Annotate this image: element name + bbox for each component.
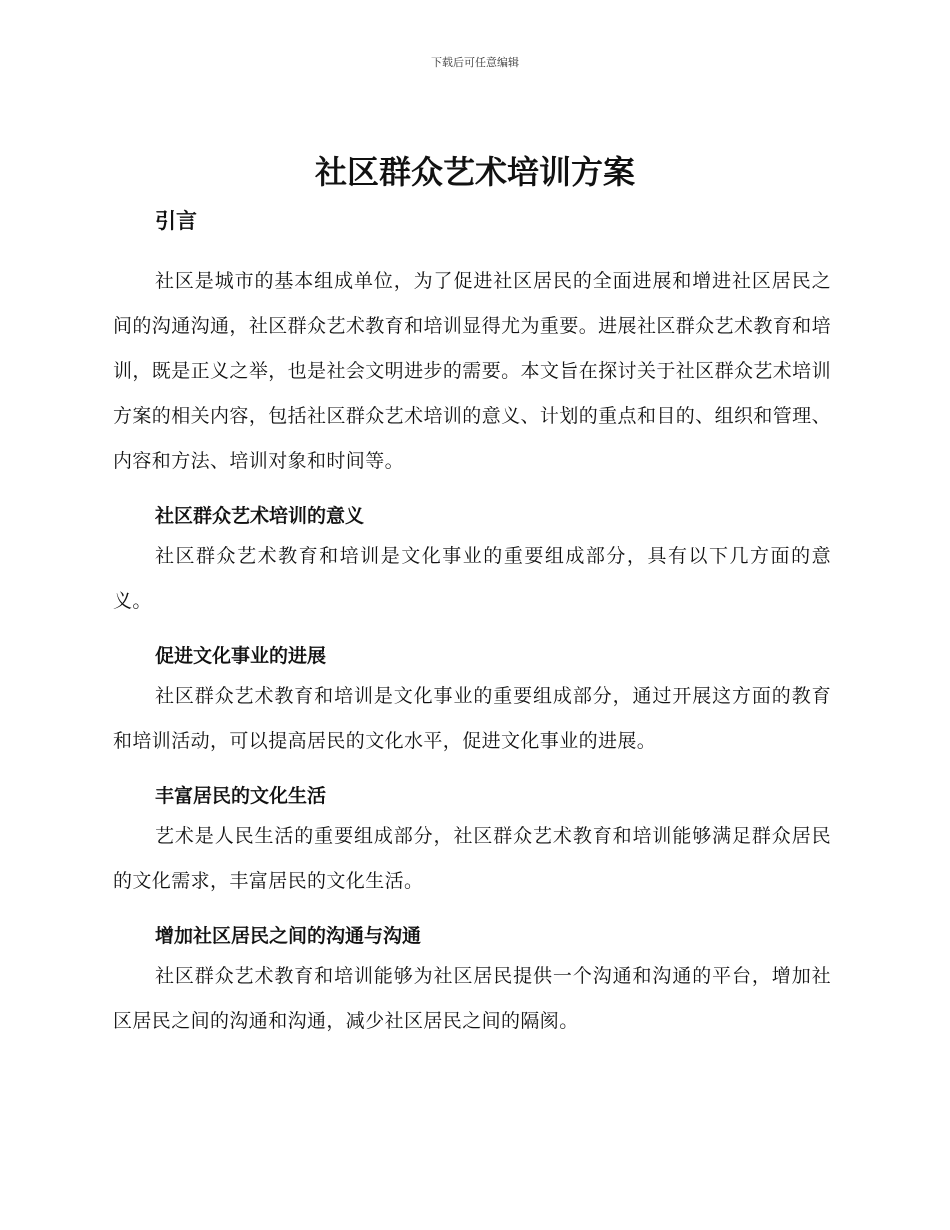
section-heading-significance: 社区群众艺术培训的意义 <box>155 505 365 527</box>
document-body <box>113 203 831 1058</box>
section-heading-communication: 增加社区居民之间的沟通与沟通 <box>155 925 422 947</box>
section-cultural-life <box>113 778 831 904</box>
intro-paragraph: 社区是城市的基本组成单位，为了促进社区居民的全面进展和增进社区居民之间的沟通沟通，社区群众艺术教育和培训显得尤为重要。进展社区群众艺术教育和培训，既是正义之举，也是社会文明进步的需要。本文旨在探讨关于社区群众艺术培训方案的相关内容，包括社区群众艺术培训的意义、计划的重点和目的、组织和管理、内容和方法、培训对象和时间等。 <box>113 270 831 472</box>
section-culture-development <box>113 638 831 764</box>
section-paragraph-communication: 社区群众艺术教育和培训能够为社区居民提供一个沟通和沟通的平台，增加社区居民之间的沟通和沟通，减少社区居民之间的隔阂。 <box>113 965 831 1032</box>
document-title: 社区群众艺术培训方案 <box>314 153 635 191</box>
section-heading-culture-development: 促进文化事业的进展 <box>155 645 327 667</box>
section-paragraph-cultural-life: 艺术是人民生活的重要组成部分，社区群众艺术教育和培训能够满足群众居民的文化需求，丰富居民的文化生活。 <box>113 825 831 892</box>
intro-heading: 引言 <box>155 209 197 233</box>
intro-section <box>113 203 831 484</box>
section-significance <box>113 498 831 624</box>
section-communication <box>113 918 831 1044</box>
section-paragraph-significance: 社区群众艺术教育和培训是文化事业的重要组成部分，具有以下几方面的意义。 <box>113 545 831 612</box>
page-header-note: 下载后可任意编辑 <box>431 56 519 69</box>
section-heading-cultural-life: 丰富居民的文化生活 <box>155 785 327 807</box>
section-paragraph-culture-development: 社区群众艺术教育和培训是文化事业的重要组成部分，通过开展这方面的教育和培训活动，可以提高居民的文化水平，促进文化事业的进展。 <box>113 685 831 752</box>
